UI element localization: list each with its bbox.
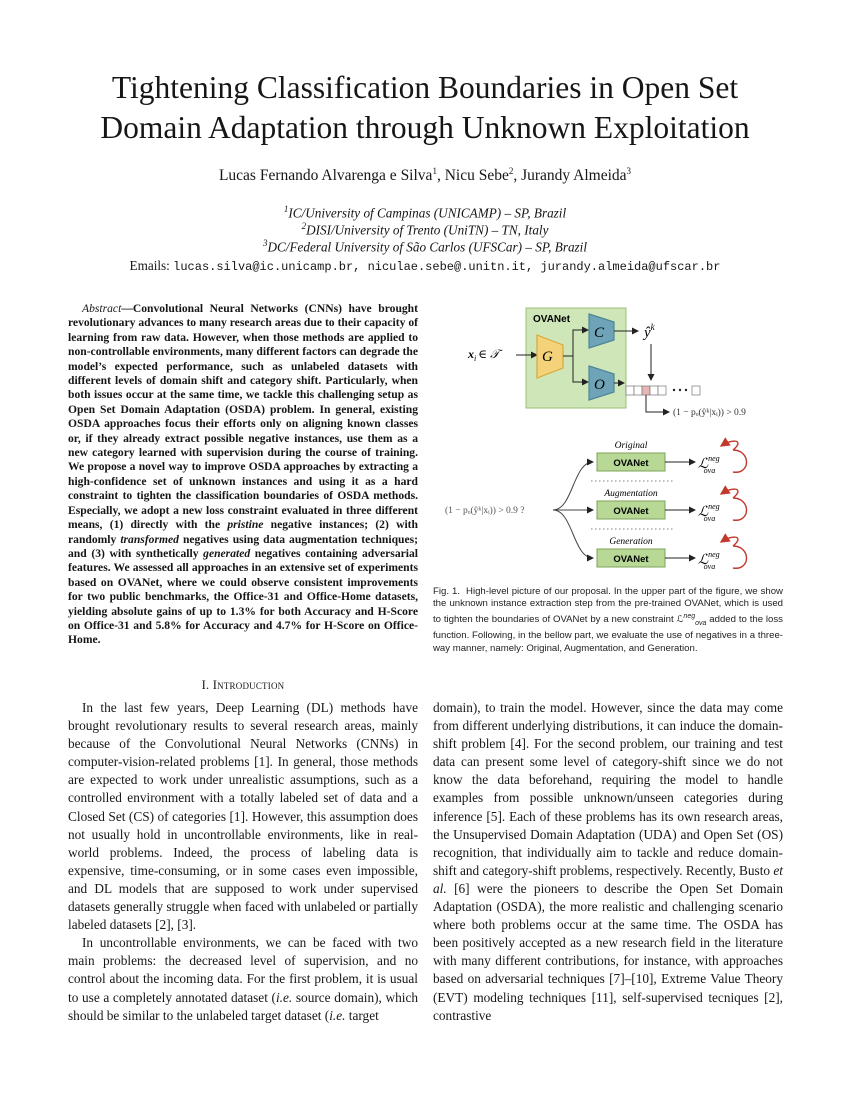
caption-text: High-level picture of our proposal. In the upper part of the figure, we show the unknown instance extraction step from the pre-trained OVANet, which is used to tighten the boundaries of OVANet by a new constraint xyxy=(433,586,783,625)
affiliation-text: DISI/University of Trento (UniTN) – TN, Italy xyxy=(306,222,549,238)
loss-symbol: ℒ$^{neg}$ ova xyxy=(698,502,720,523)
title-line-1: Tightening Classification Boundaries in Open Set xyxy=(111,70,739,105)
yhat-label: $ŷ^k$ xyxy=(644,322,655,341)
emails-label: Emails: xyxy=(129,258,170,273)
paragraph-text: domain), to train the model. However, since the data may come from different underlying distributions, it can induce the domain-shift problem [4]. For the second problem, our training and test data can present some level of category-shift since we do not know the data beforehand, requiring the model to handle examples from possible unknown/unseen categories during inference [5]. Each of these problems has its own research areas, the Unsupervised Domain Adaptation (UDA) and Open Set (OS) recognition, that individually aim to tackle and reduce domain-shift and category-shift problems, respectively. Recently, Busto xyxy=(433,700,783,878)
paragraph-text: In uncontrollable environments, we can be faced with two main problems: the decreased level of supervision, and no control about the incoming data. For the first problem, it is usual to use a completely annotated dataset ( xyxy=(68,935,418,1005)
caption-loss: ℒ$^{neg}_{ova}$ xyxy=(676,612,707,627)
author-list: Lucas Fernando Alvarenga e Silva$^1$, Nicu Sebe$^2$, Jurandy Almeida$^3$ xyxy=(218,166,632,185)
paragraph-text: [6] were the pioneers to describe the Open Set Domain Adaptation (OSDA), the more realistic and challenging scenario where both problems occur at the same time. The OSDA has been positively accepted as a new research field in the literature with many different contributions, for instance, with approaches based on adversarial techniques [7]–[10], Extreme Value Theory (EVT) modeling techniques [11], self-supervised tecniques [2], contrastive xyxy=(433,880,783,1023)
red-arrow xyxy=(733,450,747,472)
abstract-emph: generated xyxy=(203,546,251,560)
intro-left-column xyxy=(68,699,418,1025)
section-number: I. xyxy=(201,678,210,692)
red-arrow xyxy=(721,441,738,450)
question-label: (1 − pₒ(ŷᵏ|xᵢ)) > 0.9 ? xyxy=(445,506,525,516)
abstract-label: Abstract xyxy=(82,302,122,315)
paragraph xyxy=(68,934,418,1024)
ovanet-label: OVANet xyxy=(613,458,649,469)
abstract-emph: transformed xyxy=(120,532,179,546)
section-title: Introduction xyxy=(212,678,285,692)
abstract xyxy=(68,302,418,648)
caption-text: added to the loss function. Following, in the bellow part, we evaluate the use of negatives in a three-way manner, namely: Original, Augmentation, and Generation. xyxy=(433,614,783,654)
paragraph-emph: et al. xyxy=(433,862,783,896)
abstract-text: Convolutional Neural Networks (CNNs) have brought revolutionary advances to many research areas due to their capacity of learning from raw data. However, when those methods are applied to non-controllable environments, many different factors can degrade the model’s expected performance, such as unlabeled datasets with different levels of domain shift and category shift. Particularly, when both issues occur at the same time, we tackle this challenging setup as Open Set Domain Adaptation (OSDA) problem. In general, existing OSDA approaches focus their efforts only on aligning known classes or, if they already extract possible negative instances, use them as a new category learned with supervision during the course of training. We propose a novel way to improve OSDA approaches by extracting a high-confidence set of unknown instances and using it as a hard constraint to tighten the classification boundaries of OSDA methods. Especially, we adopt a new loss constraint evaluated in three different means, (1) directly with the xyxy=(68,302,418,532)
author-name: Nicu Sebe xyxy=(444,167,509,185)
branch-label-original: Original xyxy=(614,441,648,451)
paragraph-emph: i.e. xyxy=(329,1007,346,1023)
red-arrow xyxy=(733,546,747,568)
author-name: Lucas Fernando Alvarenga e Silva xyxy=(218,167,433,185)
ovanet-label: OVANet xyxy=(613,506,649,517)
c-label: C xyxy=(594,325,605,341)
loss-symbol: ℒ$^{neg}$ ova xyxy=(698,454,720,475)
figure-1 xyxy=(433,300,783,582)
section-heading xyxy=(68,678,418,693)
affiliation-sup: 2 xyxy=(301,221,307,231)
affiliation-sup: 3 xyxy=(262,238,268,248)
abstract-emph: pristine xyxy=(227,518,264,532)
ova-score-cells xyxy=(626,386,700,395)
abstract-dash: — xyxy=(121,302,133,315)
abstract-text: negative instances; (2) with randomly xyxy=(68,518,418,546)
caption-label: Fig. 1. xyxy=(433,586,461,597)
intro-right-column xyxy=(433,699,783,1025)
branch-label-augmentation: Augmentation xyxy=(604,489,658,499)
paragraph-text: target xyxy=(345,1007,379,1023)
affiliation-text: DC/Federal University of São Carlos (UFSCar) – SP, Brazil xyxy=(267,239,588,255)
g-label: G xyxy=(542,349,553,365)
arrow xyxy=(553,462,593,510)
title-line-2: Domain Adaptation through Unknown Exploitation xyxy=(100,110,750,145)
emails xyxy=(40,258,810,274)
abstract-text: negatives containing adversarial features. We assessed all approaches in an extensive set of experiments based on OVANet, where we could observe consistent improvements for two public benchmarks, the Office-31 and Office-Home datasets, yielding absolute gains of up to 1.3% for both Accuracy and H-Score on Office-31 and 5.8% for Accuracy and 4.7% for H-Score on Office-Home. xyxy=(68,546,418,647)
input-label: $x_i$ ∈ 𝒯 xyxy=(468,347,500,363)
affiliation-sup: 1 xyxy=(283,204,289,214)
o-label: O xyxy=(594,377,605,393)
figure-caption xyxy=(433,586,783,655)
arrow xyxy=(553,510,593,558)
red-arrow xyxy=(721,537,738,546)
paragraph-text: source domain), which should be similar to the unlabeled target dataset ( xyxy=(68,989,418,1023)
abstract-text: negatives using data augmentation techniques; and (3) with synthetically xyxy=(68,532,418,560)
paper-title xyxy=(40,68,810,148)
red-arrow xyxy=(733,498,747,520)
paragraph-emph: i.e. xyxy=(275,989,293,1005)
arrow xyxy=(646,395,669,412)
ovanet-label: OVANet xyxy=(613,554,649,565)
affiliation-text: IC/University of Campinas (UNICAMP) – SP, Brazil xyxy=(288,205,567,221)
affiliation xyxy=(40,221,810,238)
branch-label-generation: Generation xyxy=(609,537,653,547)
paragraph xyxy=(433,699,783,1025)
author-name: Jurandy Almeida xyxy=(521,167,627,185)
loss-symbol: ℒ$^{neg}$ ova xyxy=(698,550,720,571)
author-sup: 1 xyxy=(432,166,437,176)
ovanet-label: OVANet xyxy=(533,314,571,325)
threshold-label: (1 − pₒ(ŷᵏ|xᵢ)) > 0.9 xyxy=(673,408,746,418)
email-addresses[interactable]: lucas.silva@ic.unicamp.br, niculae.sebe@.unitn.it, jurandy.almeida@ufscar.br xyxy=(173,260,721,274)
red-arrow xyxy=(721,489,738,498)
affiliation xyxy=(40,204,810,221)
paragraph: In the last few years, Deep Learning (DL) methods have brought revolutionary results to several research areas, mainly because of the Convolutional Neural Networks (CNNs) in computer-vision-related problems [1]. In general, those methods are expected to work under unrealistic assumptions, such as a controlled environment with a totally labeled set of data and a Closed Set (CS) of categories [1]. However, this assumption does not usually hold in uncontrollable environments, like in real-world problems. Indeed, the process of labeling data is expensive, time-consuming, or in some cases even impossible, and DL models that are supposed to work under supervised datasets generally struggle when faced with unlabeled or partially labeled datasets [2], [3]. xyxy=(68,700,418,933)
author-sup: 2 xyxy=(508,166,514,176)
author-sup: 3 xyxy=(626,166,632,176)
affiliation xyxy=(40,238,810,255)
